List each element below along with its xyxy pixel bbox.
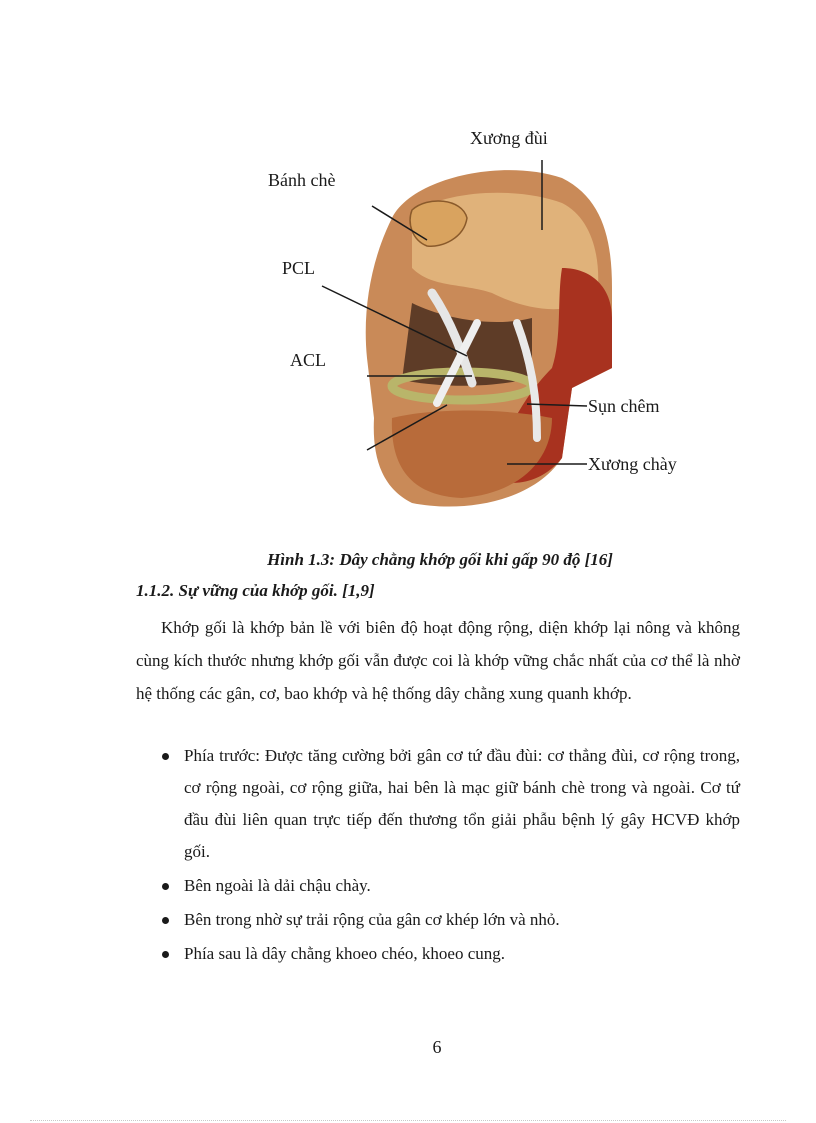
label-patella: Bánh chè <box>268 170 336 190</box>
bullet-icon <box>162 951 169 958</box>
figure-caption: Hình 1.3: Dây chằng khớp gối khi gấp 90 độ [16] <box>267 550 613 569</box>
body-paragraph: Khớp gối là khớp bản lề với biên độ hoạt động rộng, diện khớp lại nông và không cùng kích thước nhưng khớp gối vẫn được coi là khớp vững chắc nhất của cơ thể là nhờ hệ thống các gân, cơ, bao khớp và hệ thống dây chằng xung quanh khớp. <box>136 618 740 703</box>
label-femur: Xương đùi <box>470 128 548 148</box>
label-tibia: Xương chày <box>588 454 677 474</box>
list-item-text: Bên ngoài là dải chậu chày. <box>184 876 371 895</box>
knee-figure <box>262 118 702 528</box>
label-acl: ACL <box>290 350 326 370</box>
footer-divider <box>30 1120 786 1121</box>
list-item-text: Phía trước: Được tăng cường bởi gân cơ tứ đầu đùi: cơ thẳng đùi, cơ rộng trong, cơ rộng ngoài, cơ rộng giữa, hai bên là mạc giữ bánh chè trong và ngoài. Cơ tứ đầu đùi liên quan trực tiếp đến thương tổn giải phẫu bệnh lý gây HCVĐ khớp gối. <box>184 746 740 861</box>
label-pcl: PCL <box>282 258 316 278</box>
list-item-text: Phía sau là dây chằng khoeo chéo, khoeo cung. <box>184 944 506 963</box>
label-meniscus: Sụn chêm <box>588 396 660 416</box>
page-number: 6 <box>432 1037 442 1057</box>
list-item-text: Bên trong nhờ sự trải rộng của gân cơ khép lớn và nhỏ. <box>184 910 560 929</box>
section-heading: 1.1.2. Sự vững của khớp gối. [1,9] <box>136 581 375 600</box>
list-item <box>136 740 740 868</box>
bullet-list <box>136 740 740 972</box>
list-item <box>136 870 740 902</box>
list-item <box>136 938 740 970</box>
bullet-icon <box>162 883 169 890</box>
bullet-icon <box>162 917 169 924</box>
list-item <box>136 904 740 936</box>
bullet-icon <box>162 753 169 760</box>
